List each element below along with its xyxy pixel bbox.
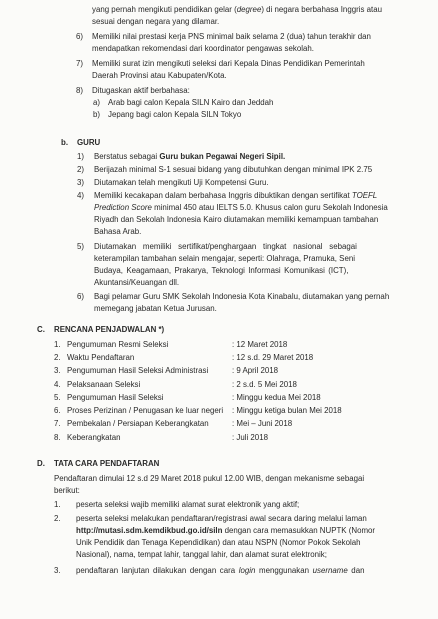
list-letter: a)	[93, 98, 101, 107]
text-line: Diutamakan telah mengikuti Uji Kompetensi Guru.	[94, 178, 269, 187]
text-line: peserta seleksi melakukan pendaftaran/registrasi awal secara daring melalui laman	[76, 514, 367, 523]
row-number: 7.	[54, 419, 61, 428]
row-value: : 12 Maret 2018	[232, 340, 288, 349]
row-number: 4.	[54, 380, 61, 389]
list-number: 3.	[54, 566, 61, 575]
row-number: 1.	[54, 340, 61, 349]
row-number: 8.	[54, 433, 61, 442]
list-number: 1.	[54, 500, 61, 509]
text-line: pendaftaran lanjutan dilakukan dengan cara login menggunakan username dan	[76, 566, 365, 575]
list-number: 3)	[77, 178, 85, 187]
section-number: C.	[37, 325, 45, 334]
list-number: 4)	[77, 191, 85, 200]
row-value: : Mei – Juni 2018	[232, 419, 293, 428]
text-line: Memiliki nilai prestasi kerja PNS minimal baik selama 2 (dua) tahun terakhir dan	[92, 32, 371, 41]
row-label: Pelaksanaan Seleksi	[67, 380, 141, 389]
text-line: Diutamakan memiliki sertifikat/penghargaan tingkat nasional sebagai	[94, 242, 357, 251]
section-heading: RENCANA PENJADWALAN *)	[54, 325, 165, 334]
row-value: : Minggu ketiga bulan Mei 2018	[232, 406, 342, 415]
text-line: Unik Pendidik dan Tenaga Kependidikan) dan atau NSPN (Nomor Pokok Sekolah	[76, 538, 361, 547]
text-line: Ditugaskan aktif berbahasa:	[92, 86, 190, 95]
section-number: b.	[61, 138, 69, 147]
row-label: Pengumuman Resmi Seleksi	[67, 340, 169, 349]
text-line: peserta seleksi wajib memiliki alamat surat elektronik yang aktif;	[76, 500, 300, 509]
text-line: Memiliki kecakapan dalam berbahasa Inggris dibuktikan dengan sertifikat TOEFL	[94, 191, 378, 200]
row-number: 5.	[54, 393, 61, 402]
text-line: Arab bagi calon Kepala SILN Kairo dan Jeddah	[108, 98, 274, 107]
row-number: 2.	[54, 353, 61, 362]
row-value: : 12 s.d. 29 Maret 2018	[232, 353, 314, 362]
row-number: 3.	[54, 366, 61, 375]
list-number: 1)	[77, 152, 85, 161]
list-number: 2.	[54, 514, 61, 523]
row-number: 6.	[54, 406, 61, 415]
row-label: Waktu Pendaftaran	[67, 353, 135, 362]
row-label: Keberangkatan	[67, 433, 121, 442]
section-number: D.	[37, 459, 45, 468]
list-number: 5)	[77, 242, 85, 251]
text-line: keterampilan tambahan selain mengajar, seperti: Olahraga, Pramuka, Seni	[94, 254, 355, 263]
row-label: Pembekalan / Persiapan Keberangkatan	[67, 419, 209, 428]
text-line: Bahasa Arab.	[94, 227, 142, 236]
row-value: : 9 April 2018	[232, 366, 279, 375]
list-number: 7)	[76, 59, 84, 68]
text-line: berikut:	[54, 486, 80, 495]
text-line: http://mutasi.sdm.kemdikbud.go.id/siln dengan cara memasukkan NUPTK (Nomor	[76, 526, 376, 535]
list-letter: b)	[93, 110, 101, 119]
row-label: Pengumuman Hasil Seleksi Administrasi	[67, 366, 209, 375]
siln-url-link[interactable]: http://mutasi.sdm.kemdikbud.go.id/siln	[76, 526, 223, 535]
row-value: : 2 s.d. 5 Mei 2018	[232, 380, 297, 389]
text-line: Berstatus sebagai Guru bukan Pegawai Negeri Sipil.	[94, 152, 286, 161]
text-line: Riyadh dan Sekolah Indonesia Kairo diutamakan memiliki kemampuan tambahan	[94, 215, 379, 224]
text-line: mendapatkan rekomendasi dari koordinator pengawas sekolah.	[92, 44, 314, 53]
text-line: Memiliki surat izin mengikuti seleksi dari Kepala Dinas Pendidikan Pemerintah	[92, 59, 365, 68]
text-line: Daerah Provinsi atau Kabupaten/Kota.	[92, 71, 227, 80]
list-number: 8)	[76, 86, 84, 95]
list-number: 2)	[77, 165, 85, 174]
row-value: : Juli 2018	[232, 433, 268, 442]
list-number: 6)	[77, 292, 85, 301]
text-line: Pendaftaran dimulai 12 s.d 29 Maret 2018 pukul 12.00 WIB, dengan mekanisme sebagai	[54, 474, 365, 483]
row-value: : Minggu kedua Mei 2018	[232, 393, 321, 402]
text-line: Budaya, Keagamaan, Prakarya, Teknologi Informasi Komunikasi (ICT),	[94, 266, 349, 275]
text-line: sesuai dengan negara yang dilamar.	[92, 17, 220, 26]
row-label: Pengumuman Hasil Seleksi	[67, 393, 164, 402]
section-heading: TATA CARA PENDAFTARAN	[54, 459, 160, 468]
text-line: Berijazah minimal S-1 sesuai bidang yang dibutuhkan dengan minimal IPK 2.75	[94, 165, 373, 174]
text-line: Jepang bagi calon Kepala SILN Tokyo	[108, 110, 242, 119]
list-number: 6)	[76, 32, 84, 41]
text-line: Prediction Score minimal 450 atau IELTS 5.0. Khusus calon guru Sekolah Indonesia	[94, 203, 388, 212]
section-heading: GURU	[77, 138, 101, 147]
row-label: Proses Perizinan / Penugasan ke luar negeri	[67, 406, 224, 415]
text-line: yang pernah mengikuti pendidikan gelar (degree) di negara berbahasa Inggris atau	[92, 5, 382, 14]
text-line: Bagi pelamar Guru SMK Sekolah Indonesia Kota Kinabalu, diutamakan yang pernah	[94, 292, 390, 301]
text-line: Akuntansi/Keuangan dll.	[94, 278, 180, 287]
text-line: memegang jabatan Ketua Jurusan.	[94, 304, 217, 313]
text-line: Nasional), nama, tempat lahir, tanggal lahir, dan alamat surat elektronik;	[76, 550, 327, 559]
